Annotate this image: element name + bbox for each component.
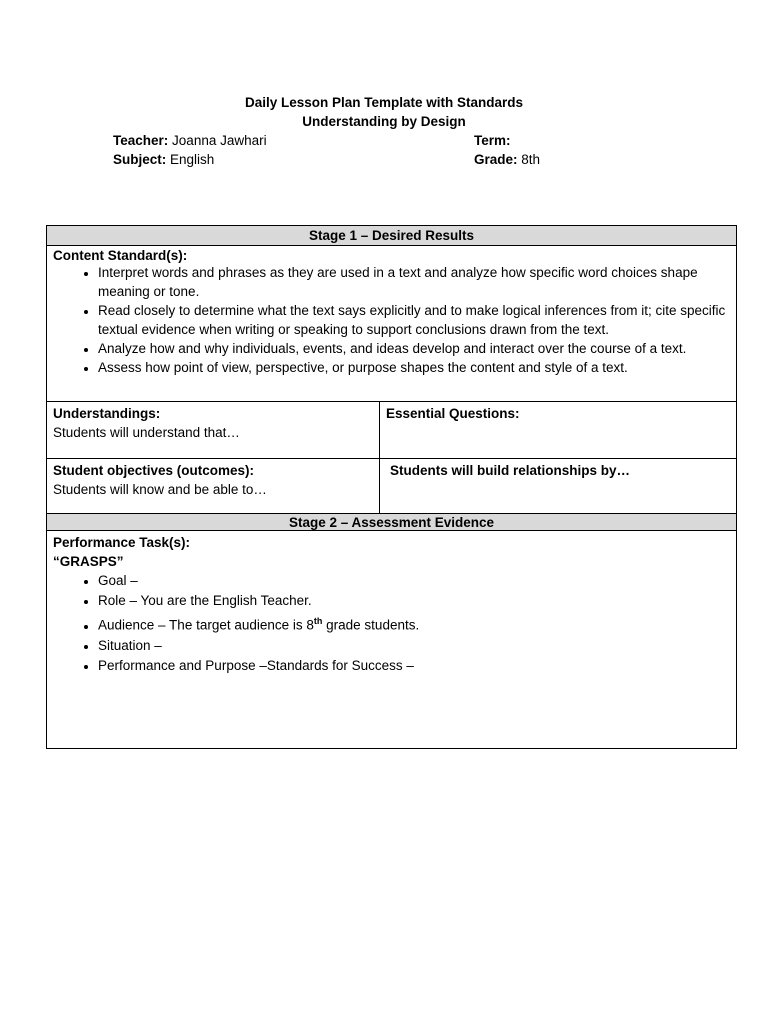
list-item-performance: • Performance and Purpose –Standards for Success – [98, 656, 730, 676]
lesson-plan-table [46, 225, 737, 749]
essential-questions-label: Essential Questions: [386, 406, 520, 421]
subject-field [113, 152, 214, 167]
grade-value: 8th [521, 152, 541, 167]
list-item: • Read closely to determine what the text says explicitly and to make logical inferences from it; cite specific textual evidence when writing or speaking to support conclusions drawn from the text. [98, 301, 730, 339]
objectives-row [47, 459, 736, 513]
objectives-cell [47, 459, 380, 513]
subject-label: Subject: [113, 152, 167, 167]
document-title: Daily Lesson Plan Template with Standards [244, 95, 524, 110]
objectives-label: Student objectives (outcomes): [53, 463, 255, 478]
list-item: • Analyze how and why individuals, events, and ideas develop and interact over the course of a text. [98, 339, 730, 358]
understandings-text: Students will understand that… [53, 425, 240, 440]
list-item-situation: • Situation – [98, 636, 730, 656]
stage2-heading: Stage 2 – Assessment Evidence [47, 513, 736, 531]
grasps-label: “GRASPS” [53, 554, 124, 569]
essential-questions-cell [380, 402, 736, 458]
understandings-label: Understandings: [53, 406, 161, 421]
audience-superscript: th [313, 616, 323, 626]
list-item: • Interpret words and phrases as they are used in a text and analyze how specific word choices shape meaning or tone. [98, 263, 730, 301]
grade-label: Grade: [474, 152, 518, 167]
list-item: • Assess how point of view, perspective, or purpose shapes the content and style of a text. [98, 358, 730, 377]
content-standards-section [47, 246, 736, 402]
relationships-label: Students will build relationships by… [390, 463, 631, 478]
teacher-field [113, 133, 267, 148]
list-item-audience [98, 611, 730, 636]
objectives-text: Students will know and be able to… [53, 482, 267, 497]
standards-list [53, 263, 730, 377]
grade-field [474, 152, 540, 167]
list-item-role: • Role – You are the English Teacher. [98, 591, 730, 611]
subject-value: English [170, 152, 215, 167]
grasps-list [53, 571, 730, 676]
document-subtitle: Understanding by Design [302, 114, 466, 129]
understandings-row [47, 402, 736, 459]
stage1-heading: Stage 1 – Desired Results [47, 226, 736, 246]
performance-task-section [47, 531, 736, 678]
audience-text: Audience – The target audience is 8 [98, 617, 314, 633]
list-item-goal: • Goal – [98, 571, 730, 591]
audience-text-end: grade students. [322, 617, 420, 633]
understandings-cell [47, 402, 380, 458]
term-label: Term: [474, 133, 511, 148]
relationships-cell [380, 459, 736, 513]
content-standards-label: Content Standard(s): [53, 248, 188, 263]
teacher-label: Teacher: [113, 133, 169, 148]
term-field [474, 133, 511, 148]
performance-task-label: Performance Task(s): [53, 535, 191, 550]
teacher-value: Joanna Jawhari [172, 133, 267, 148]
